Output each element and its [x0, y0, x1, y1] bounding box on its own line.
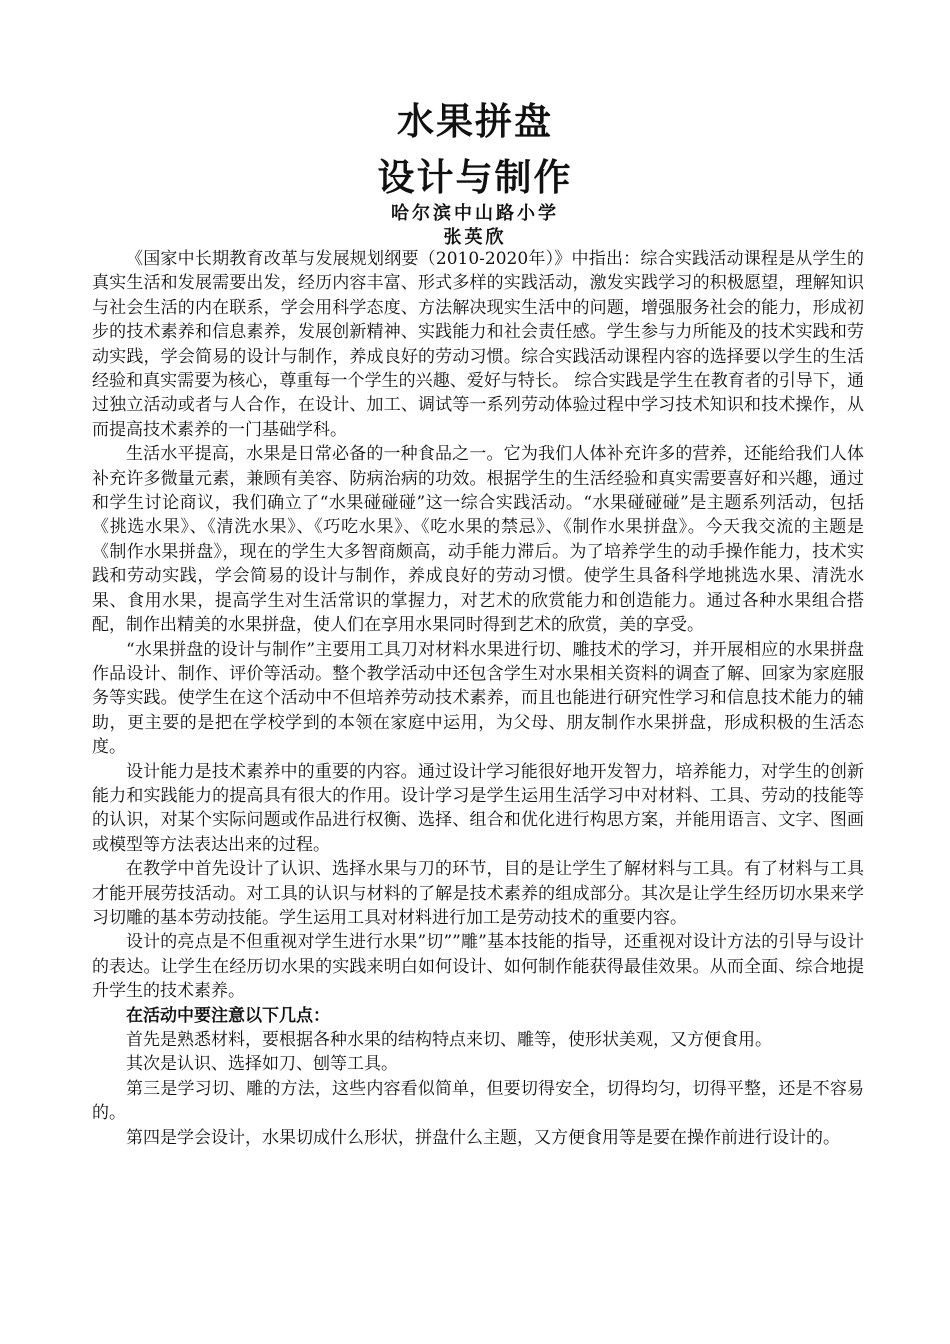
note-item-1: 首先是熟悉材料，要根据各种水果的结构特点来切、雕等，使形状美观，又方便食用。: [126, 1030, 772, 1050]
note-item-2: 其次是认识、选择如刀、刨等工具。: [126, 1054, 398, 1075]
body-paragraph-2: 生活水平提高，水果是日常必备的一种食品之一。它为我们人体补充许多的营养，还能给我们人体补充许多微量元素，兼顾有美容、防病治病的功效。根据学生的生活经验和真实需要喜好和兴趣，通过和学生讨论商议，我们确立了“水果碰碰碰”这一综合实践活动。“水果碰碰碰”是主题系列活动，包括《挑选水果》、《清洗水果》、《巧吃水果》、《吃水果的禁忌》、《制作水果拼盘》。今天我交流的主题是《制作水果拼盘》，现在的学生大多智商颇高，动手能力滞后。为了培养学生的动手操作能力，技术实践和劳动实践，学会简易的设计与制作，养成良好的劳动习惯。使学生具备科学地挑选水果、清洗水果、食用水果，提高学生对生活常识的掌握力，对艺术的欣赏能力和创造能力。通过各种水果组合搭配，制作出精美的水果拼盘，使人们在享用水果同时得到艺术的欣赏，美的享受。: [92, 444, 864, 636]
note-item-4: 第四是学会设计，水果切成什么形状，拼盘什么主题，又方便食用等是要在操作前进行设计的。: [126, 1127, 840, 1148]
document-title-line2: 设计与制作: [377, 156, 573, 199]
note-item-3: 第三是学习切、雕的方法，这些内容看似简单，但要切得安全，切得均匀，切得平整，还是不容易的。: [92, 1078, 864, 1124]
body-paragraph-3: “水果拼盘的设计与制作”主要用工具刀对材料水果进行切、雕技术的学习，并开展相应的水果拼盘作品设计、制作、评价等活动。整个教学活动中还包含学生对水果相关资料的调查了解、回家为家庭服务等实践。使学生在这个活动中不但培养劳动技术素养，而且也能进行研究性学习和信息技术能力的辅助，更主要的是把在学校学到的本领在家庭中运用，为父母、朋友制作水果拼盘，形成积极的生活态度。: [92, 639, 864, 758]
notes-heading: 在活动中要注意以下几点：: [126, 1005, 330, 1026]
author-name: 张英欣: [443, 227, 507, 248]
document-title-line1: 水果拼盘: [397, 100, 553, 143]
body-paragraph-6: 设计的亮点是不但重视对学生进行水果”切””雕”基本技能的指导，还重视对设计方法的引导与设计的表达。让学生在经历切水果的实践来明白如何设计、如何制作能获得最佳效果。从而全面、综合地提升学生的技术素养。: [92, 932, 864, 1002]
body-paragraph-5: 在教学中首先设计了认识、选择水果与刀的环节，目的是让学生了解材料与工具。有了材料与工具才能开展劳技活动。对工具的认识与材料的了解是技术素养的组成部分。其次是让学生经历切水果来学习切雕的基本劳动技能。学生运用工具对材料进行加工是劳动技术的重要内容。: [92, 859, 864, 928]
document-body: [92, 247, 864, 1150]
body-paragraph-1: 《国家中长期教育改革与发展规划纲要（2010-2020年）》中指出：综合实践活动课程是从学生的真实生活和发展需要出发，经历内容丰富、形式多样的实践活动，激发实践学习的积极愿望，理解知识与社会生活的内在联系，学会用科学态度、方法解决现实生活中的问题，增强服务社会的能力，形成初步的技术素养和信息素养，发展创新精神、实践能力和社会责任感。学生参与力所能及的技术实践和劳动实践，学会简易的设计与制作，养成良好的劳动习惯。综合实践活动课程内容的选择要以学生的生活经验和真实需要为核心，尊重每一个学生的兴趣、爱好与特长。 综合实践是学生在教育者的引导下，通过独立活动或者与人合作，在设计、加工、调试等一系列劳动体验过程中学习技术知识和技术操作，从而提高技术素养的一门基础学科。: [92, 249, 864, 440]
body-paragraph-4: 设计能力是技术素养中的重要的内容。通过设计学习能很好地开发智力，培养能力，对学生的创新能力和实践能力的提高具有很大的作用。设计学习是学生运用生活学习中对材料、工具、劳动的技能等的认识，对某个实际问题或作品进行权衡、选择、组合和优化进行构思方案，并能用语言、文字、图画或模型等方法表达出来的过程。: [92, 761, 864, 855]
school-name: 哈尔滨中山路小学: [391, 203, 559, 224]
